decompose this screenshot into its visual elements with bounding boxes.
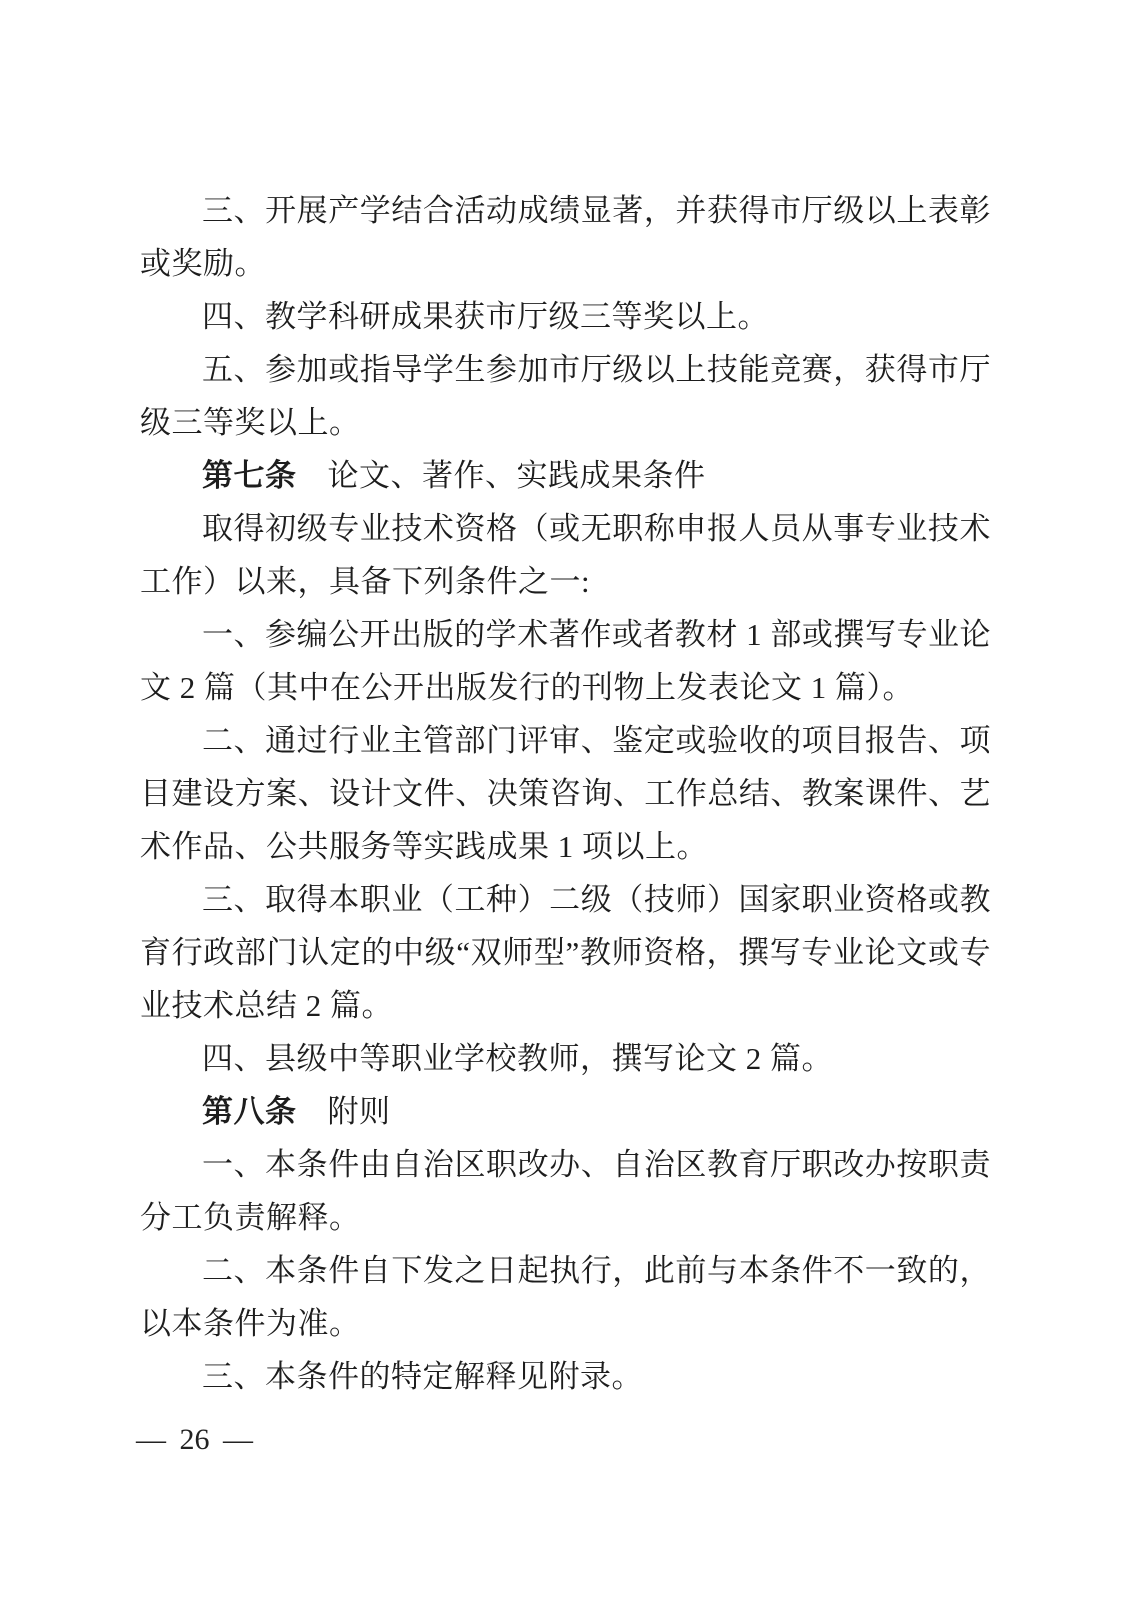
paragraph: 四、教学科研成果获市厅级三等奖以上。 xyxy=(202,299,769,334)
page-number: 26 xyxy=(179,1423,210,1456)
section-heading xyxy=(140,449,991,502)
section-heading xyxy=(140,1085,991,1138)
page-footer xyxy=(136,1418,253,1462)
section-heading-title: 附则 xyxy=(327,1094,391,1129)
paragraph: 三、开展产学结合活动成绩显著，并获得市厅级以上表彰或奖励。 xyxy=(140,193,991,281)
footer-dash-right: — xyxy=(223,1423,253,1456)
paragraph: 四、县级中等职业学校教师，撰写论文 2 篇。 xyxy=(202,1041,833,1076)
paragraph: 五、参加或指导学生参加市厅级以上技能竞赛，获得市厅级三等奖以上。 xyxy=(140,352,991,440)
paragraph: 取得初级专业技术资格（或无职称申报人员从事专业技术工作）以来，具备下列条件之一: xyxy=(140,511,991,599)
paragraph: 三、本条件的特定解释见附录。 xyxy=(202,1359,643,1394)
section-heading-label: 第八条 xyxy=(202,1094,297,1129)
section-heading-title: 论文、著作、实践成果条件 xyxy=(327,458,706,493)
footer-dash-left: — xyxy=(136,1423,166,1456)
paragraph: 一、参编公开出版的学术著作或者教材 1 部或撰写专业论文 2 篇（其中在公开出版发行的刊物上发表论文 1 篇）。 xyxy=(140,617,991,705)
paragraph: 二、通过行业主管部门评审、鉴定或验收的项目报告、项目建设方案、设计文件、决策咨询、工作总结、教案课件、艺术作品、公共服务等实践成果 1 项以上。 xyxy=(140,723,991,864)
paragraph: 三、取得本职业（工种）二级（技师）国家职业资格或教育行政部门认定的中级“双师型”教师资格，撰写专业论文或专业技术总结 2 篇。 xyxy=(140,882,991,1023)
paragraph: 一、本条件由自治区职改办、自治区教育厅职改办按职责分工负责解释。 xyxy=(140,1147,991,1235)
document-body xyxy=(140,184,991,1403)
paragraph: 二、本条件自下发之日起执行，此前与本条件不一致的，以本条件为准。 xyxy=(140,1253,991,1341)
section-heading-label: 第七条 xyxy=(202,458,297,493)
